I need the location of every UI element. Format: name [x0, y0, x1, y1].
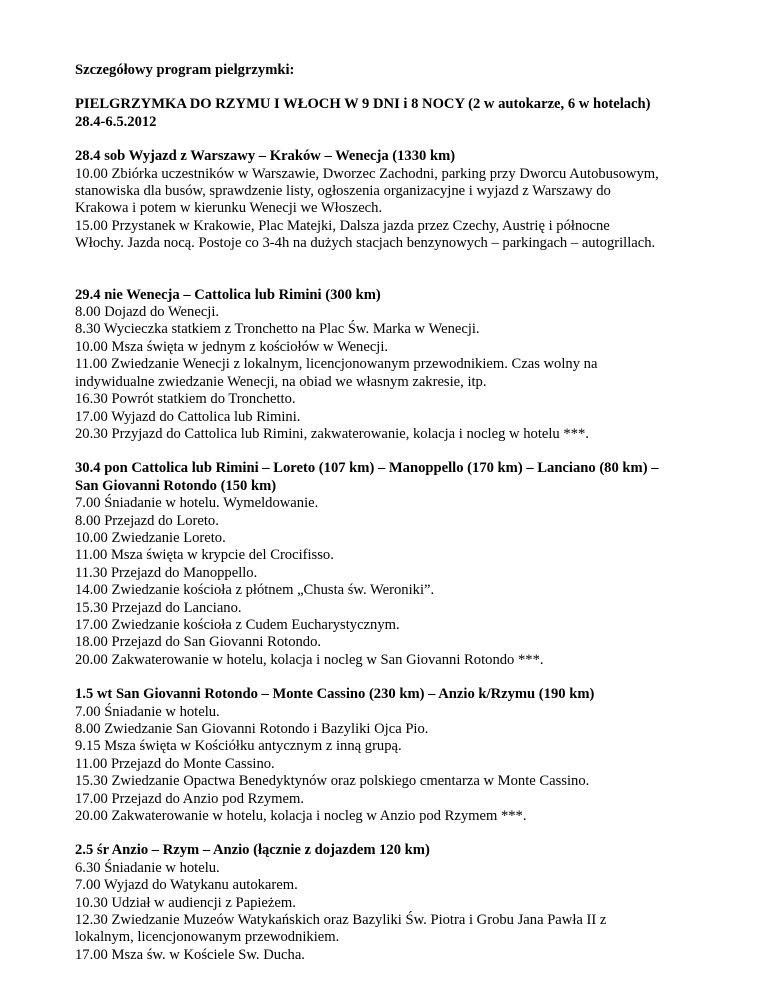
- day-section-30-4: [75, 460, 715, 669]
- trip-header: [75, 96, 715, 131]
- document-page: [75, 62, 715, 964]
- schedule-line: 11.00 Przejazd do Monte Cassino.: [75, 755, 275, 772]
- schedule-line: 17.00 Zwiedzanie kościoła z Cudem Eucharystycznym.: [75, 616, 400, 633]
- schedule-line: 8.00 Zwiedzanie San Giovanni Rotondo i Bazyliki Ojca Pio.: [75, 721, 429, 737]
- document-title: Szczegółowy program pielgrzymki:: [75, 62, 295, 78]
- schedule-line: stanowiska dla busów, sprawdzenie listy, ogłoszenia organizacyjne i wyjazd z Warszawy do: [75, 183, 611, 200]
- day-heading: 28.4 sob Wyjazd z Warszawy – Kraków – Wenecja (1330 km): [75, 148, 456, 165]
- schedule-line: 18.00 Przejazd do San Giovanni Rotondo.: [75, 634, 322, 651]
- schedule-line: 15.00 Przystanek w Krakowie, Plac Matejki, Dalsza jazda przez Czechy, Austrię i północne: [75, 217, 610, 234]
- schedule-line: 15.30 Przejazd do Lanciano.: [75, 599, 242, 616]
- schedule-line: 10.30 Udział w audiencji z Papieżem.: [75, 894, 296, 911]
- schedule-line: Krakowa i potem w kierunku Wenecji we Włoszech.: [75, 200, 383, 217]
- schedule-line: 12.30 Zwiedzanie Muzeów Watykańskich oraz Bazyliki Św. Piotra i Grobu Jana Pawła II z: [75, 912, 607, 929]
- day-heading-continued: San Giovanni Rotondo (150 km): [75, 477, 277, 494]
- day-heading: 2.5 śr Anzio – Rzym – Anzio (łącznie z dojazdem 120 km): [75, 842, 430, 859]
- day-section-1-5: [75, 686, 715, 825]
- schedule-line: 17.00 Msza św. w Kościele Sw. Ducha.: [75, 946, 305, 963]
- day-heading: 29.4 nie Wenecja – Cattolica lub Rimini (300 km): [75, 286, 381, 303]
- schedule-line: 15.30 Zwiedzanie Opactwa Benedyktynów oraz polskiego cmentarza w Monte Cassino.: [75, 773, 590, 790]
- day-heading: 1.5 wt San Giovanni Rotondo – Monte Cassino (230 km) – Anzio k/Rzymu (190 km): [75, 686, 595, 703]
- schedule-line: 7.00 Wyjazd do Watykanu autokarem.: [75, 877, 298, 894]
- schedule-line: 7.00 Śniadanie w hotelu.: [75, 703, 220, 720]
- schedule-line: 20.00 Zakwaterowanie w hotelu, kolacja i nocleg w Anzio pod Rzymem ***.: [75, 808, 527, 825]
- day-section-28-4: [75, 148, 715, 252]
- schedule-line: 10.00 Zwiedzanie Loreto.: [75, 529, 226, 546]
- schedule-line: 10.00 Msza święta w jednym z kościołów w Wenecji.: [75, 338, 389, 355]
- schedule-line: 8.00 Przejazd do Loreto.: [75, 512, 219, 529]
- schedule-line: 8.30 Wycieczka statkiem z Tronchetto na Plac Św. Marka w Wenecji.: [75, 321, 480, 338]
- schedule-line: Włochy. Jazda nocą. Postoje co 3-4h na dużych stacjach benzynowych – parkingach – autogrillach.: [75, 235, 656, 252]
- schedule-line: 7.00 Śniadanie w hotelu. Wymeldowanie.: [75, 495, 319, 512]
- schedule-line: 17.00 Przejazd do Anzio pod Rzymem.: [75, 790, 304, 807]
- schedule-line: 10.00 Zbiórka uczestników w Warszawie, Dworzec Zachodni, parking przy Dworcu Autobusowym,: [75, 165, 659, 182]
- schedule-line: 8.00 Dojazd do Wenecji.: [75, 304, 220, 321]
- schedule-line: 16.30 Powrót statkiem do Tronchetto.: [75, 391, 296, 408]
- schedule-line: 6.30 Śniadanie w hotelu.: [75, 859, 220, 876]
- schedule-line: lokalnym, licencjonowanym przewodnikiem.: [75, 929, 340, 946]
- schedule-line: 20.00 Zakwaterowanie w hotelu, kolacja i nocleg w San Giovanni Rotondo ***.: [75, 651, 544, 668]
- trip-dates: 28.4-6.5.2012: [75, 113, 157, 130]
- schedule-line: 11.00 Msza święta w krypcie del Crocifisso.: [75, 547, 334, 564]
- schedule-line: 14.00 Zwiedzanie kościoła z płótnem „Chusta św. Weroniki”.: [75, 582, 435, 599]
- trip-title: PIELGRZYMKA DO RZYMU I WŁOCH W 9 DNI i 8 NOCY (2 w autokarze, 6 w hotelach): [75, 96, 651, 113]
- schedule-line: 9.15 Msza święta w Kościółku antycznym z inną grupą.: [75, 738, 402, 755]
- day-section-29-4: [75, 287, 715, 444]
- schedule-line: 11.30 Przejazd do Manoppello.: [75, 564, 258, 581]
- schedule-line: 20.30 Przyjazd do Cattolica lub Rimini, zakwaterowanie, kolacja i nocleg w hotelu ***.: [75, 425, 589, 442]
- day-section-2-5: [75, 842, 715, 964]
- schedule-line: 17.00 Wyjazd do Cattolica lub Rimini.: [75, 408, 301, 425]
- schedule-line: indywidualne zwiedzanie Wenecji, na obiad we własnym zakresie, itp.: [75, 373, 487, 390]
- schedule-line: 11.00 Zwiedzanie Wenecji z lokalnym, licencjonowanym przewodnikiem. Czas wolny na: [75, 356, 598, 373]
- day-heading: 30.4 pon Cattolica lub Rimini – Loreto (107 km) – Manoppello (170 km) – Lanciano (80 km) –: [75, 460, 659, 477]
